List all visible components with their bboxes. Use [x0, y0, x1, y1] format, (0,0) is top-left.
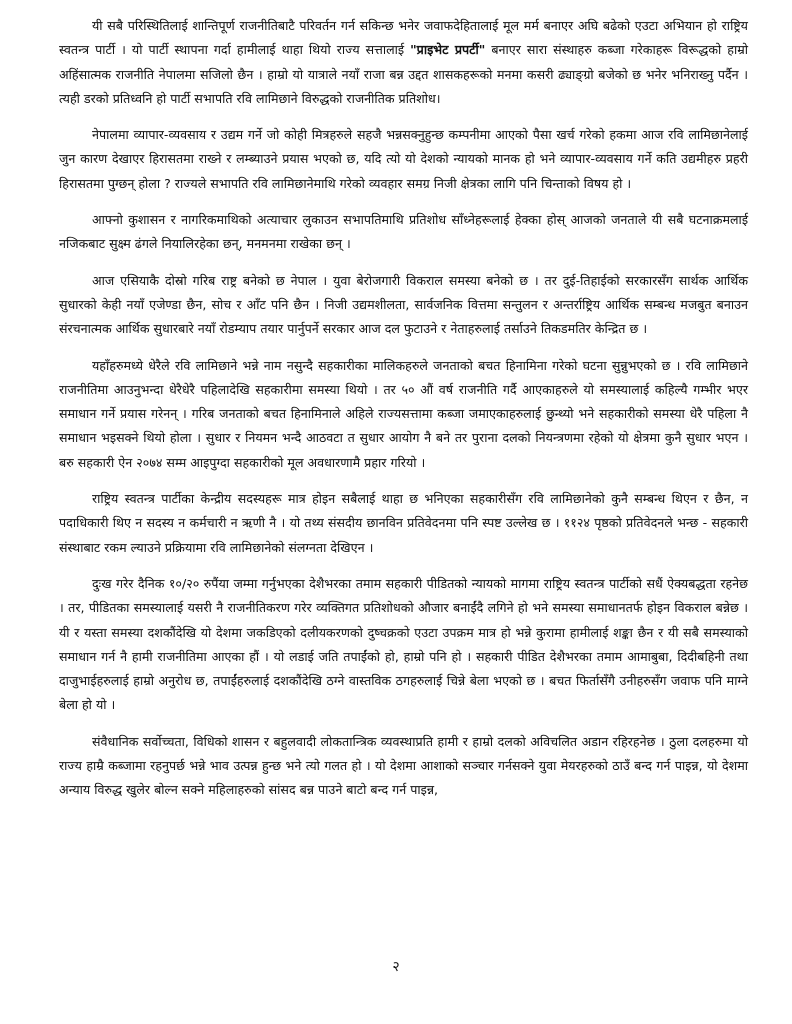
- private-property-emphasis: "प्राइभेट प्रपर्टी": [410, 42, 486, 58]
- paragraph-8: संवैधानिक सर्वोच्चता, विधिको शासन र बहुलवादी लोकतान्त्रिक व्यवस्थाप्रति हामी र हाम्रो दलको अविचलित अडान रहिरहनेछ । ठुला दलहरुमा यो राज्य हाम्रै कब्जामा रहनुपर्छ भन्ने भाव उत्पन्न हुन्छ भने त्यो गलत हो । यो देशमा आशाको सञ्चार गर्नसक्ने युवा मेयरहरुको ठाउँ बन्द गर्न पाइन्न, यो देशमा अन्याय विरुद्ध खुलेर बोल्न सक्ने महिलाहरुको सांसद बन्न पाउने बाटो बन्द गर्न पाइन्न,: [59, 733, 748, 798]
- paragraph-3: आफ्नो कुशासन र नागरिकमाथिको अत्याचार लुकाउन सभापतिमाथि प्रतिशोध साँध्नेहरूलाई हेक्का होस् आजको जनताले यी सबै घटनाक्रमलाई नजिकबाट सुक्ष्म ढंगले नियालिरहेका छन्, मनमनमा राखेका छन् ।: [59, 212, 748, 252]
- paragraph-4: आज एसियाकै दोस्रो गरिब राष्ट्र बनेको छ नेपाल । युवा बेरोजगारी विकराल समस्या बनेको छ । तर दुई-तिहाईको सरकारसँग सार्थक आर्थिक सुधारको केही नयाँ एजेण्डा छैन, सोच र आँट पनि छैन । निजी उद्यमशीलता, सार्वजनिक वित्तमा सन्तुलन र अन्तर्राष्ट्रिय आर्थिक सम्बन्ध मजबुत बनाउन संरचनात्मक आर्थिक सुधारबारे नयाँ रोडम्याप तयार पार्नुपर्ने सरकार आज दल फुटाउने र नेताहरुलाई तर्साउने तिकडमतिर केन्द्रित छ ।: [59, 272, 748, 337]
- paragraph-1-text-start: यी सबै परिस्थितिलाई शान्तिपूर्ण राजनीतिबाटै परिवर्तन गर्न सकिन्छ भनेर जवाफदेहितालाई मूल मर्म बनाएर अघि बढेको एउटा अभियान हो राष्ट्रिय स्वतन्त्र पार्टी । यो पार्टी स्थापना गर्दा हामीलाई थाहा थियो राज्य सत्तालाई: [59, 18, 748, 58]
- paragraph-1-text-end: बनाएर सारा संस्थाहरु कब्जा गरेकाहरू विरूद्धको हाम्रो अहिंसात्मक राजनीति नेपालमा सजिलो छैन । हाम्रो यो यात्राले नयाँ राजा बन्न उद्दत शासकहरूको मनमा कसरी ढ्याङ्ग्रो बजेको छ भनेर भनिराख्नु पर्दैन । त्यही डरको प्रतिध्वनि हो पार्टी सभापति रवि लामिछाने विरुद्धको राजनीतिक प्रतिशोध।: [59, 42, 748, 106]
- page-number: २: [392, 959, 400, 975]
- paragraph-2: नेपालमा व्यापार-व्यवसाय र उद्यम गर्ने जो कोही मित्रहरुले सहजै भन्नसक्नुहुन्छ कम्पनीमा आएको पैसा खर्च गरेको हकमा आज रवि लामिछानेलाई जुन कारण देखाएर हिरासतमा राख्ने र लम्ब्याउने प्रयास भएको छ, यदि त्यो यो देशको न्यायको मानक हो भने व्यापार-व्यवसाय गर्ने कति उद्यमीहरु प्रहरी हिरासतमा पुग्छन् होला ? राज्यले सभापति रवि लामिछानेमाथि गरेको व्यवहार समग्र निजी क्षेत्रका लागि पनि चिन्ताको विषय हो ।: [59, 127, 748, 191]
- paragraph-5: यहाँहरुमध्ये धेरैले रवि लामिछाने भन्ने नाम नसुन्दै सहकारीका मालिकहरुले जनताको बचत हिनामिना गरेको घटना सुन्नुभएको छ । रवि लामिछाने राजनीतिमा आउनुभन्दा धेरैधेरै पहिलादेखि सहकारीमा समस्या थियो । तर ५० औं वर्ष राजनीति गर्दै आएकाहरुले यो समस्यालाई कहिल्यै गम्भीर भएर समाधान गर्ने प्रयास गरेनन् । गरिब जनताको बचत हिनामिनाले अहिले राज्यसत्तामा कब्जा जमाएकाहरुलाई छुन्थ्यो भने सहकारीको समस्या धेरै पहिला नै समाधान भइसक्ने थियो होला । सुधार र नियमन भन्दै आठवटा त सुधार आयोग नै बने तर पुराना दलको नियन्त्रणमा रहेको यो क्षेत्रमा कुनै सुधार भएन । बरु सहकारी ऐन २०७४ सम्म आइपुग्दा सहकारीको मूल अवधारणामै प्रहार गरियो ।: [59, 357, 748, 470]
- paragraph-1: [59, 14, 748, 111]
- paragraph-7: दुःख गरेर दैनिक १०/२० रुपैंया जम्मा गर्नुभएका देशैभरका तमाम सहकारी पीडितको न्यायको मागमा राष्ट्रिय स्वतन्त्र पार्टीको सधैं ऐक्यबद्धता रहनेछ । तर, पीडितका समस्यालाई यसरी नै राजनीतिकरण गरेर व्यक्तिगत प्रतिशोधको औजार बनाईंदै लगिने हो भने समस्या समाधानतर्फ होइन विकराल बन्नेछ । यी र यस्ता समस्या दशकौंदेखि यो देशमा जकडिएको दलीयकरणको दुष्चक्रको एउटा उपक्रम मात्र हो भन्ने कुरामा हामीलाई शङ्का छैन र यी सबै समस्याको समाधान गर्न नै हामी राजनीतिमा आएका हौं । यो लडाई जति तपाईंको हो, हाम्रो पनि हो । सहकारी पीडित देशैभरका तमाम आमाबुबा, दिदीबहिनी तथा दाजुभाईहरुलाई हाम्रो अनुरोध छ, तपाईंहरुलाई दशकौंदेखि ठग्ने वास्तविक ठगहरुलाई चिन्ने बेला भएको छ । बचत फिर्तासँगै उनीहरुसँग जवाफ पनि माग्ने बेला हो यो ।: [59, 575, 748, 713]
- paragraph-6: राष्ट्रिय स्वतन्त्र पार्टीका केन्द्रीय सदस्यहरू मात्र होइन सबैलाई थाहा छ भनिएका सहकारीसँग रवि लामिछानेको कुनै सम्बन्ध थिएन र छैन, न पदाधिकारी थिए न सदस्य न कर्मचारी न ऋणी नै । यो तथ्य संसदीय छानविन प्रतिवेदनमा पनि स्पष्ट उल्लेख छ । ११२४ पृष्ठको प्रतिवेदनले भन्छ - सहकारी संस्थाबाट रकम ल्याउने प्रक्रियामा रवि लामिछानेको संलग्नता देखिएन ।: [59, 491, 748, 555]
